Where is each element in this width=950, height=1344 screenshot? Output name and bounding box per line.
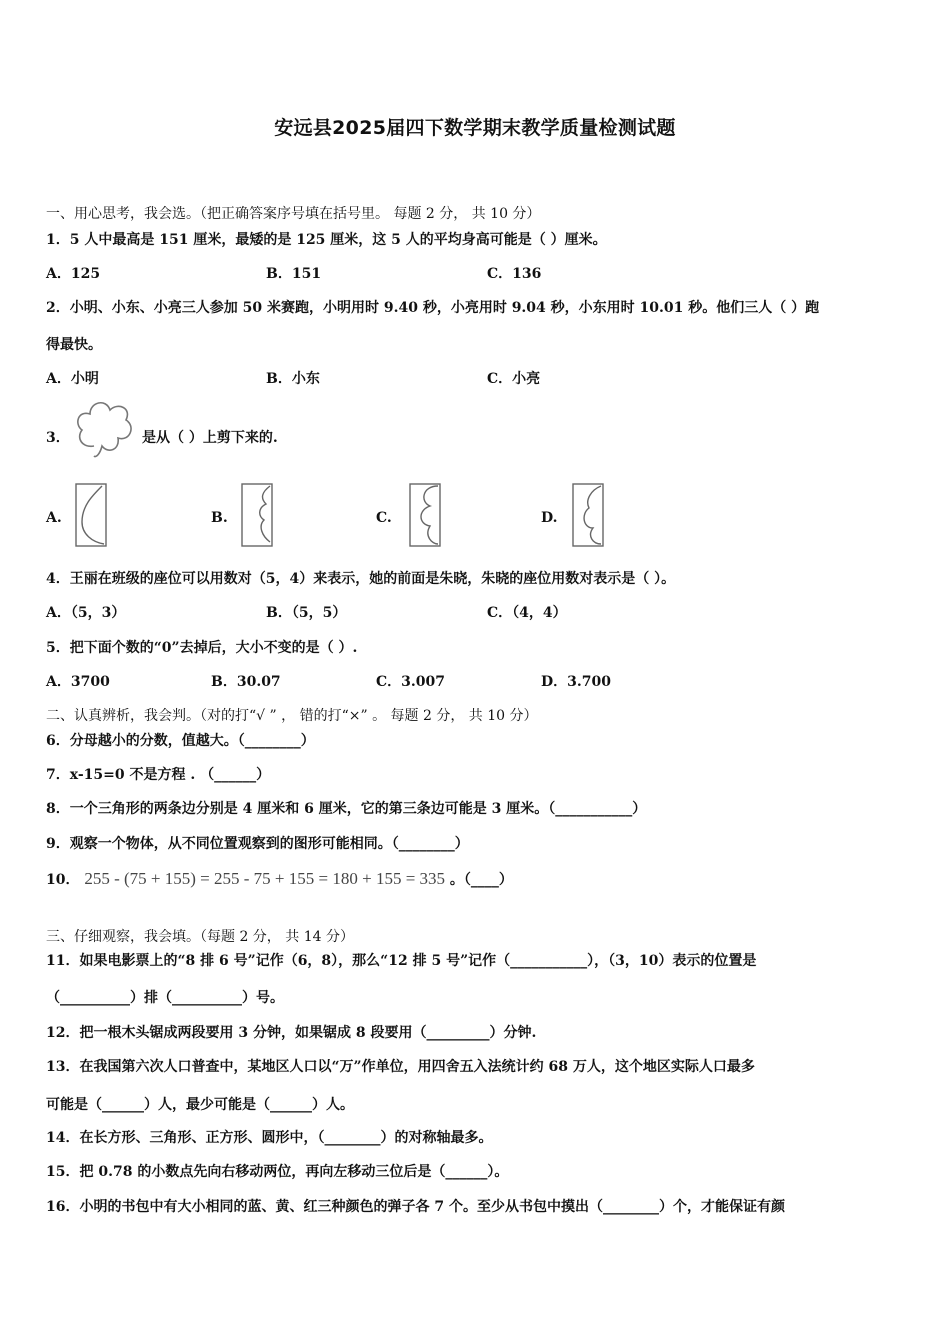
section-1-heading: 一、用心思考，我会选。（把正确答案序号填在括号里。 每题 2 分， 共 10 分） (46, 206, 541, 222)
q2-option-c: C．小亮 (487, 371, 541, 387)
q4-option-c: C．（4，4） (487, 605, 567, 621)
question-9: 9．观察一个物体，从不同位置观察到的图形可能相同。（________） (46, 836, 469, 852)
question-1: 1．5 人中最高是 151 厘米，最矮的是 125 厘米，这 5 人的平均身高可能是（ ）厘米。 (46, 232, 607, 248)
q1-option-a: A．125 (46, 266, 101, 282)
question-6: 6．分母越小的分数，值越大。（________） (46, 733, 315, 749)
page-title: 安远县2025届四下数学期末教学质量检测试题 (274, 117, 676, 139)
q2-option-b: B．小东 (266, 371, 320, 387)
q3-option-b: B. (211, 510, 228, 526)
q5-option-d: D．3.700 (541, 674, 611, 690)
q1-option-b: B．151 (266, 266, 322, 282)
question-11-line-1: 11．如果电影票上的“8 排 6 号”记作（6，8），那么“12 排 5 号”记作（___________），（3，10）表示的位置是 (46, 953, 757, 969)
section-3-heading: 三、仔细观察，我会填。（每题 2 分， 共 14 分） (46, 929, 354, 945)
clover-shape-icon (72, 398, 136, 462)
question-13-line-1: 13．在我国第六次人口普查中，某地区人口以“万”作单位，用四舍五入法统计约 68 万人，这个地区实际人口最多 (46, 1059, 755, 1075)
question-8: 8．一个三角形的两条边分别是 4 厘米和 6 厘米，它的第三条边可能是 3 厘米。（___________） (46, 801, 647, 817)
option-d-paper-icon (571, 482, 607, 548)
question-3-number: 3． (46, 430, 70, 446)
q3-option-d: D. (541, 510, 558, 526)
question-10-formula: 255 - (75 + 155) = 255 - 75 + 155 = 180 + 155 = 335 (84, 869, 446, 888)
question-10-number: 10． (46, 872, 80, 888)
question-3-text: 是从（ ）上剪下来的. (142, 430, 278, 446)
option-c-paper-icon (408, 482, 444, 548)
option-a-paper-icon (74, 482, 110, 548)
question-16: 16．小明的书包中有大小相同的蓝、黄、红三种颜色的弹子各 7 个。至少从书包中摸出（________）个，才能保证有颜 (46, 1199, 785, 1215)
q3-option-a: A. (46, 510, 62, 526)
question-10 (46, 869, 513, 889)
question-12: 12．把一根木头锯成两段要用 3 分钟，如果锯成 8 段要用（_________）分钟. (46, 1025, 537, 1041)
q1-option-c: C．136 (487, 266, 542, 282)
question-2-line-2: 得最快。 (46, 337, 102, 353)
option-b-paper-icon (240, 482, 276, 548)
q3-option-c: C. (376, 510, 392, 526)
section-2-heading: 二、认真辨析，我会判。（对的打“√ ” ， 错的打“×” 。 每题 2 分， 共 10 分） (46, 708, 538, 724)
question-14: 14．在长方形、三角形、正方形、圆形中，（________）的对称轴最多。 (46, 1130, 493, 1146)
q5-option-c: C．3.007 (376, 674, 445, 690)
question-10-suffix: 。（____） (449, 872, 513, 888)
q2-option-a: A．小明 (46, 371, 99, 387)
question-4: 4．王丽在班级的座位可以用数对（5，4）来表示，她的前面是朱晓，朱晓的座位用数对表示是（ ）。 (46, 571, 676, 587)
q5-option-b: B．30.07 (211, 674, 281, 690)
question-5: 5．把下面个数的“0”去掉后，大小不变的是（ ）. (46, 640, 358, 656)
question-7: 7．x-15=0 不是方程 . （______） (46, 767, 271, 783)
question-15: 15．把 0.78 的小数点先向右移动两位，再向左移动三位后是（______）。 (46, 1164, 509, 1180)
question-2-line-1: 2．小明、小东、小亮三人参加 50 米赛跑，小明用时 9.40 秒，小亮用时 9.04 秒，小东用时 10.01 秒。他们三人（ ）跑 (46, 300, 820, 316)
question-13-line-2: 可能是（______）人，最少可能是（______）人。 (46, 1097, 354, 1113)
q5-option-a: A．3700 (46, 674, 110, 690)
q4-option-a: A．（5，3） (46, 605, 126, 621)
q4-option-b: B．（5，5） (266, 605, 347, 621)
question-11-line-2: （__________）排（__________）号。 (46, 990, 284, 1006)
